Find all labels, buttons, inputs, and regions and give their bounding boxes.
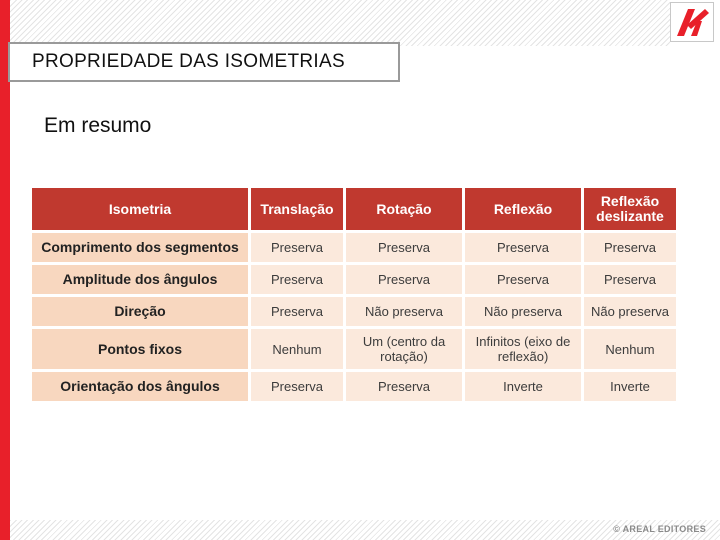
table-cell: Não preserva — [465, 297, 581, 326]
table-grid — [32, 188, 676, 402]
table-cell: Preserva — [346, 372, 462, 401]
table-cell: Inverte — [465, 372, 581, 401]
areal-editores-logo-icon — [670, 2, 714, 42]
header-cell-reflexao: Reflexão — [465, 188, 581, 230]
top-hatch-decoration — [10, 0, 670, 46]
isometry-properties-table — [32, 188, 676, 402]
table-cell: Preserva — [465, 233, 581, 262]
table-cell: Nenhum — [584, 329, 676, 369]
table-cell: Um (centro da rotação) — [346, 329, 462, 369]
table-cell: Preserva — [584, 265, 676, 294]
table-cell: Preserva — [584, 233, 676, 262]
table-cell: Preserva — [251, 372, 343, 401]
header-cell-translacao: Translação — [251, 188, 343, 230]
row-label-direcao: Direção — [32, 297, 248, 326]
row-label-pontos-fixos: Pontos fixos — [32, 329, 248, 369]
slide-title: PROPRIEDADE DAS ISOMETRIAS — [32, 51, 345, 72]
table-cell: Não preserva — [346, 297, 462, 326]
table-cell: Nenhum — [251, 329, 343, 369]
table-cell: Preserva — [465, 265, 581, 294]
table-cell: Preserva — [346, 233, 462, 262]
header-cell-rotacao: Rotação — [346, 188, 462, 230]
row-label-comprimento: Comprimento dos segmentos — [32, 233, 248, 262]
header-cell-reflexao-deslizante: Reflexão deslizante — [584, 188, 676, 230]
table-cell: Preserva — [251, 233, 343, 262]
table-cell: Preserva — [251, 265, 343, 294]
slide-title-box — [8, 42, 400, 82]
logo-mark-icon — [671, 3, 713, 41]
table-cell: Preserva — [251, 297, 343, 326]
table-cell: Infinitos (eixo de reflexão) — [465, 329, 581, 369]
row-label-orientacao: Orientação dos ângulos — [32, 372, 248, 401]
row-label-amplitude: Amplitude dos ângulos — [32, 265, 248, 294]
table-cell: Não preserva — [584, 297, 676, 326]
table-cell: Inverte — [584, 372, 676, 401]
table-cell: Preserva — [346, 265, 462, 294]
header-cell-isometria: Isometria — [32, 188, 248, 230]
slide-subtitle: Em resumo — [44, 114, 152, 137]
copyright-footer: © AREAL EDITORES — [613, 524, 706, 534]
